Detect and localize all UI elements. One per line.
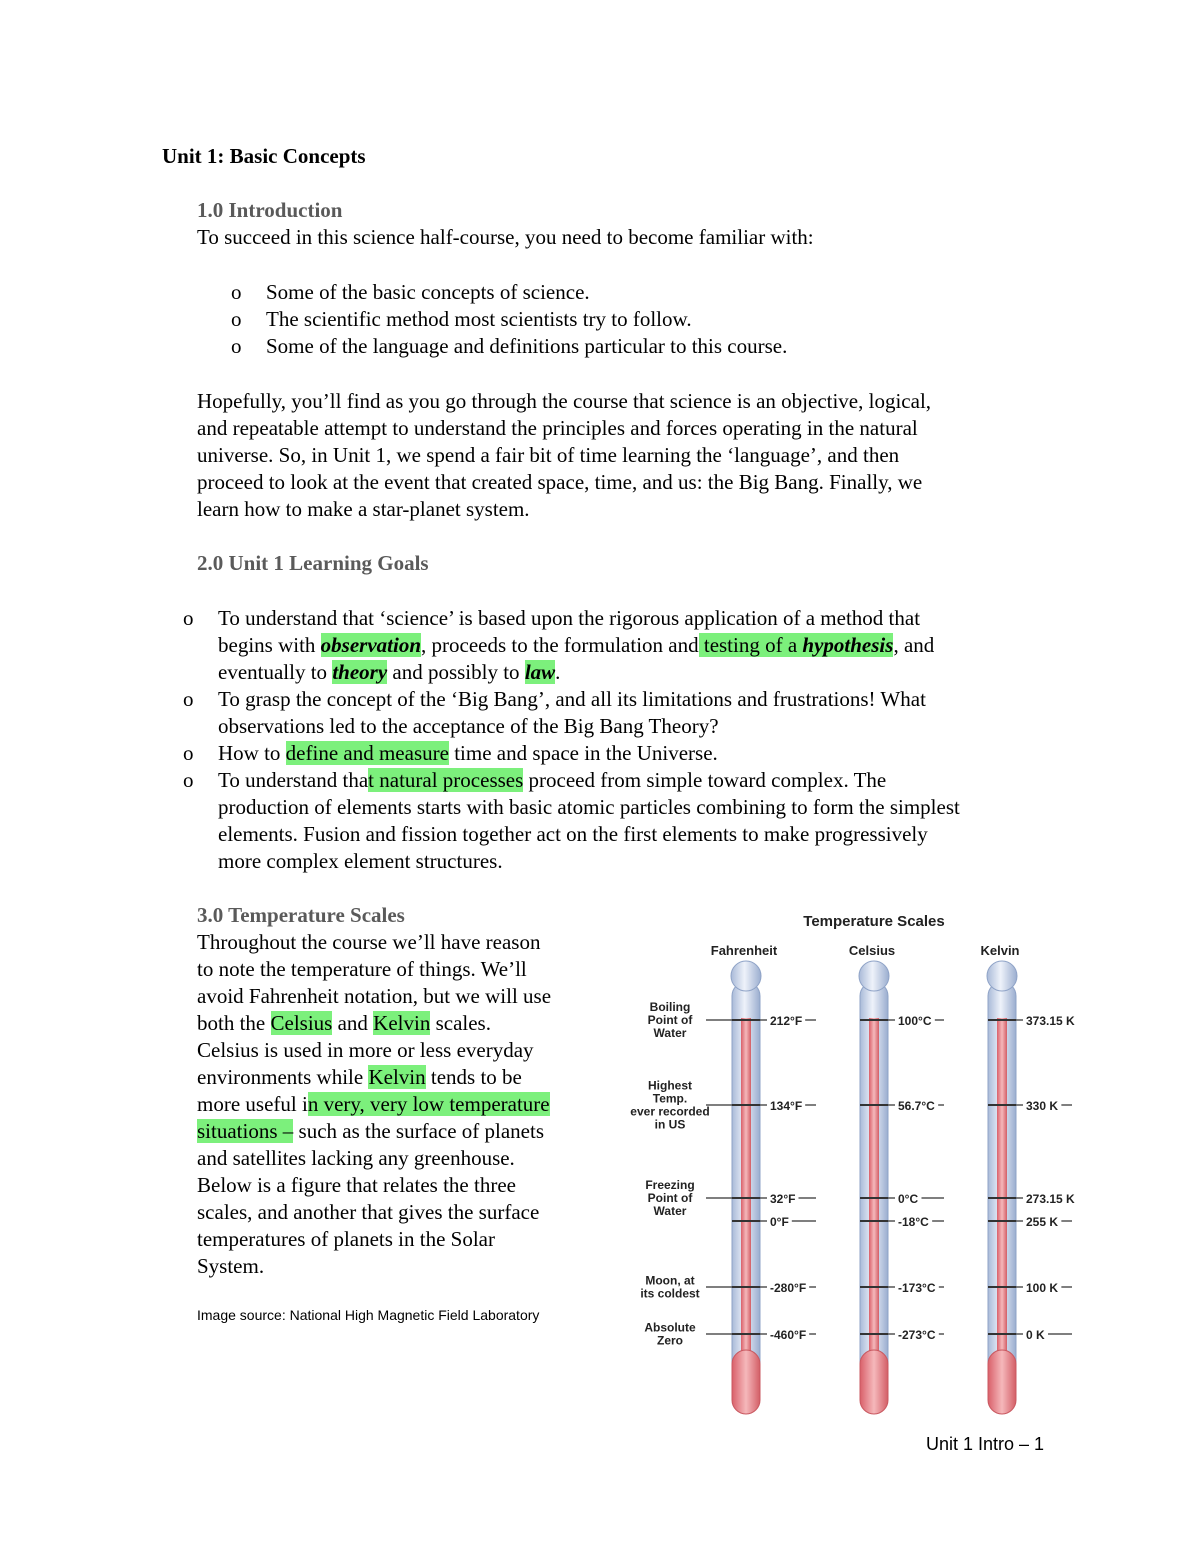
section-2-heading: 2.0 Unit 1 Learning Goals xyxy=(197,551,429,575)
text-run: and xyxy=(332,1011,374,1035)
scale-value: 273.15 K xyxy=(1026,1192,1075,1206)
bullet-marker: o xyxy=(183,768,194,792)
bullet-marker: o xyxy=(183,687,194,711)
paragraph-line: System. xyxy=(197,1254,265,1278)
column-header: Kelvin xyxy=(980,943,1020,958)
text-run: testing of a xyxy=(698,633,803,657)
section-1-heading: 1.0 Introduction xyxy=(197,198,343,222)
scale-value: 255 K xyxy=(1026,1215,1059,1229)
marker-label: Absolute xyxy=(644,1320,696,1335)
highlight-theory: theory xyxy=(332,660,388,684)
marker-label: Point of xyxy=(647,1013,693,1027)
column-header: Celsius xyxy=(848,943,896,958)
paragraph-line: scales, and another that gives the surface xyxy=(197,1200,540,1224)
text-run: time and space in the Universe. xyxy=(448,741,718,765)
text-run: How to xyxy=(218,741,286,765)
thermometer-cap xyxy=(859,961,889,991)
highlight-celsius: Celsius xyxy=(270,1011,333,1035)
mercury-column xyxy=(869,1018,879,1358)
goal-1-line-3 xyxy=(218,659,560,686)
image-source-caption: Image source: National High Magnetic Field Laboratory xyxy=(197,1307,540,1323)
highlight-natural-processes: t natural processes xyxy=(368,768,524,792)
scale-value: 100°C xyxy=(898,1014,932,1028)
highlight-law: law xyxy=(524,660,556,684)
page-footer: Unit 1 Intro – 1 xyxy=(926,1434,1045,1454)
highlight-define-measure: define and measure xyxy=(285,741,449,765)
section-3-heading: 3.0 Temperature Scales xyxy=(197,903,405,927)
text-run: tends to be xyxy=(425,1065,522,1089)
paragraph-line: Hopefully, you’ll find as you go through the course that science is an objective, logical, xyxy=(197,389,932,413)
paragraph-line xyxy=(197,1010,491,1037)
text-run: eventually to xyxy=(218,660,333,684)
text-run: both the xyxy=(197,1011,271,1035)
marker-label: Freezing xyxy=(645,1178,695,1192)
bullet-marker: o xyxy=(183,606,194,630)
scale-value: 212°F xyxy=(770,1014,803,1028)
paragraph-line: Throughout the course we’ll have reason xyxy=(197,930,541,954)
highlight-situations: situations – xyxy=(197,1119,294,1143)
marker-label: ever recorded xyxy=(630,1104,710,1119)
bullet-marker: o xyxy=(231,280,242,304)
scale-value: 134°F xyxy=(770,1099,803,1113)
goal-1-line-2 xyxy=(218,632,934,659)
scale-value: 56.7°C xyxy=(898,1099,935,1113)
scale-value: 330 K xyxy=(1026,1099,1059,1113)
figure-scales xyxy=(630,943,1078,1414)
goal-4-line-3: elements. Fusion and fission together act on the first elements to make progressively xyxy=(218,822,928,846)
list-item: The scientific method most scientists try to follow. xyxy=(266,307,692,331)
text-run: such as the surface of planets xyxy=(293,1119,545,1143)
scale-value: 0 K xyxy=(1026,1328,1045,1342)
marker-label: Zero xyxy=(656,1333,684,1348)
scale-value: 100 K xyxy=(1026,1281,1059,1295)
paragraph-line: to note the temperature of things. We’ll xyxy=(197,957,527,981)
scale-value: 0°F xyxy=(770,1215,789,1229)
marker-label: its coldest xyxy=(640,1286,700,1301)
goal-2-line-2: observations led to the acceptance of the Big Bang Theory? xyxy=(218,714,719,738)
goal-3-line-1 xyxy=(218,740,718,767)
paragraph-line: temperatures of planets in the Solar xyxy=(197,1227,495,1251)
paragraph-line: avoid Fahrenheit notation, but we will use xyxy=(197,984,552,1008)
paragraph-line: universe. So, in Unit 1, we spend a fair bit of time learning the ‘language’, and then xyxy=(197,443,900,467)
goal-4-line-1 xyxy=(218,767,886,794)
goal-4-line-2: production of elements starts with basic atomic particles combining to form the simplest xyxy=(218,795,960,819)
bullet-marker: o xyxy=(231,307,242,331)
text-run: scales. xyxy=(430,1011,491,1035)
highlight-hypothesis xyxy=(699,633,894,657)
section-1-intro: To succeed in this science half-course, you need to become familiar with: xyxy=(197,225,814,249)
marker-label: in US xyxy=(654,1117,686,1132)
scale-value: -460°F xyxy=(770,1328,807,1342)
scale-value: 32°F xyxy=(770,1192,796,1206)
mercury-column xyxy=(997,1018,1007,1358)
paragraph-line xyxy=(197,1118,544,1145)
goal-1-line-1: To understand that ‘science’ is based upon the rigorous application of a method that xyxy=(218,606,921,630)
mercury-bulb xyxy=(860,1350,888,1414)
text-run: , proceeds to the formulation and xyxy=(421,633,699,657)
text-run: proceed from simple toward complex. The xyxy=(523,768,887,792)
paragraph-line: Below is a figure that relates the three xyxy=(197,1173,516,1197)
scale-value: -173°C xyxy=(898,1281,936,1295)
scale-value: -273°C xyxy=(898,1328,936,1342)
unit-title: Unit 1: Basic Concepts xyxy=(162,144,366,168)
scale-value: 373.15 K xyxy=(1026,1014,1075,1028)
highlight-low-temperature: n very, very low temperature xyxy=(307,1092,550,1116)
thermometer-cap xyxy=(731,961,761,991)
text-run: more useful i xyxy=(197,1092,308,1116)
text-run: begins with xyxy=(218,633,321,657)
marker-label: Water xyxy=(653,1204,687,1218)
text-run: . xyxy=(555,660,561,684)
list-item: Some of the basic concepts of science. xyxy=(266,280,590,304)
mercury-column xyxy=(741,1018,751,1358)
marker-label: Water xyxy=(653,1026,687,1040)
paragraph-line: and repeatable attempt to understand the principles and forces operating in the natural xyxy=(197,416,918,440)
goal-4-line-4: more complex element structures. xyxy=(218,849,503,873)
paragraph-line: Celsius is used in more or less everyday xyxy=(197,1038,534,1062)
scale-value: 0°C xyxy=(898,1192,919,1206)
paragraph-line: and satellites lacking any greenhouse. xyxy=(197,1146,515,1170)
text-run: environments while xyxy=(197,1065,369,1089)
bullet-marker: o xyxy=(183,741,194,765)
text-run: , and xyxy=(893,633,935,657)
paragraph-line xyxy=(197,1064,522,1091)
highlight-observation: observation xyxy=(320,633,422,657)
bullet-marker: o xyxy=(231,334,242,358)
marker-label: Boiling xyxy=(649,1000,691,1014)
column-header: Fahrenheit xyxy=(710,943,778,958)
mercury-bulb xyxy=(732,1350,760,1414)
paragraph-line xyxy=(197,1091,550,1118)
mercury-bulb xyxy=(988,1350,1016,1414)
scale-value: -280°F xyxy=(770,1281,807,1295)
list-item: Some of the language and definitions particular to this course. xyxy=(266,334,788,358)
temperature-scales-figure xyxy=(620,900,1100,1425)
text-run: To understand tha xyxy=(218,768,369,792)
paragraph-line: proceed to look at the event that created space, time, and us: the Big Bang. Finally, we xyxy=(197,470,923,494)
paragraph-line: learn how to make a star-planet system. xyxy=(197,497,530,521)
text-run: and possibly to xyxy=(387,660,525,684)
text-run: hypothesis xyxy=(802,633,894,657)
figure-title: Temperature Scales xyxy=(803,913,945,930)
goal-2-line-1: To grasp the concept of the ‘Big Bang’, and all its limitations and frustrations! What xyxy=(218,687,926,711)
highlight-kelvin: Kelvin xyxy=(368,1065,426,1089)
marker-label: Moon, at xyxy=(645,1273,695,1288)
marker-label: Temp. xyxy=(652,1091,688,1106)
scale-value: -18°C xyxy=(898,1215,929,1229)
thermometer-cap xyxy=(987,961,1017,991)
marker-label: Highest xyxy=(647,1078,693,1093)
marker-label: Point of xyxy=(647,1191,693,1205)
highlight-kelvin: Kelvin xyxy=(373,1011,431,1035)
